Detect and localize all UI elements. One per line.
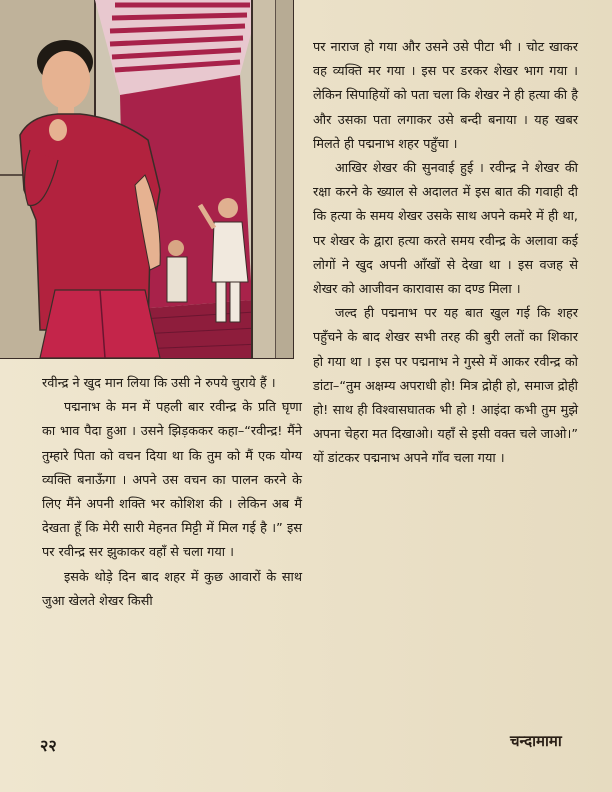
left-paragraph-1: रवीन्द्र ने खुद मान लिया कि उसी ने रुपये चुराये हैं । bbox=[42, 376, 276, 391]
left-text-column bbox=[42, 372, 302, 614]
right-paragraph-2: आखिर शेखर की सुनवाई हुई । रवीन्द्र ने शेखर की रक्षा करने के ख्याल से अदालत में इस बात की गवाही दी कि हत्या के समय शेखर उसके साथ अपने कमरे में ही था, पर शेखर के द्वारा हत्या करते समय रवीन्द्र के अलावा कई लोगों ने खुद अपनी आँखों से देखा था । इस वजह से शेखर को आजीवन कारावास का दण्ड मिला । bbox=[313, 161, 578, 298]
right-text-column bbox=[313, 36, 578, 472]
left-paragraph-2: पद्मनाभ के मन में पहली बार रवीन्द्र के प्रति घृणा का भाव पैदा हुआ । उसने झिड़ककर कहा–“रवीन्द्र! मैंने तुम्हारे पिता को वचन दिया था कि तुम को मैं एक योग्य व्यक्ति बनाऊँगा । अपने उस वचन का पालन करने के लिए मैंने अपनी शक्ति भर कोशिश की । लेकिन अब मैं देखता हूँ कि मेरी सारी मेहनत मिट्टी में मिल गई है ।” इस पर रवीन्द्र सर झुकाकर वहाँ से चला गया । bbox=[42, 400, 302, 561]
left-paragraph-3: इसके थोड़े दिन बाद शहर में कुछ आवारों के साथ जुआ खेलते शेखर किसी bbox=[42, 569, 302, 609]
page-number: २२ bbox=[40, 736, 57, 755]
right-paragraph-3: जल्द ही पद्मनाभ पर यह बात खुल गई कि शहर पहुँचने के बाद शेखर सभी तरह की बुरी लतों का शिकार हो गया था । इस पर पद्मनाभ ने गुस्से में आकर रवीन्द्र को डांटा–“तुम अक्षम्य अपराधी हो! मित्र द्रोही हो, समाज द्रोही हो! साथ ही विश्वासघातक भी हो ! आइंदा कभी तुम मुझे अपना चेहरा मत दिखाओ। यहाँ से इसी वक्त चले जाओ।” यों डांटकर पद्मनाभ अपने गाँव चला गया । bbox=[313, 306, 578, 467]
story-illustration bbox=[0, 0, 294, 359]
right-paragraph-1: पर नाराज हो गया और उसने उसे पीटा भी । चोट खाकर वह व्यक्ति मर गया । इस पर डरकर शेखर भाग गया । लेकिन सिपाहियों को पता चला कि शेखर ने ही हत्या की है और उसका पता लगाकर उसे बन्दी बनाया । यह खबर मिलते ही पद्मनाभ शहर पहुँचा । bbox=[313, 40, 578, 152]
magazine-name: चन्दामामा bbox=[510, 732, 562, 750]
illustration-scene bbox=[0, 0, 293, 358]
